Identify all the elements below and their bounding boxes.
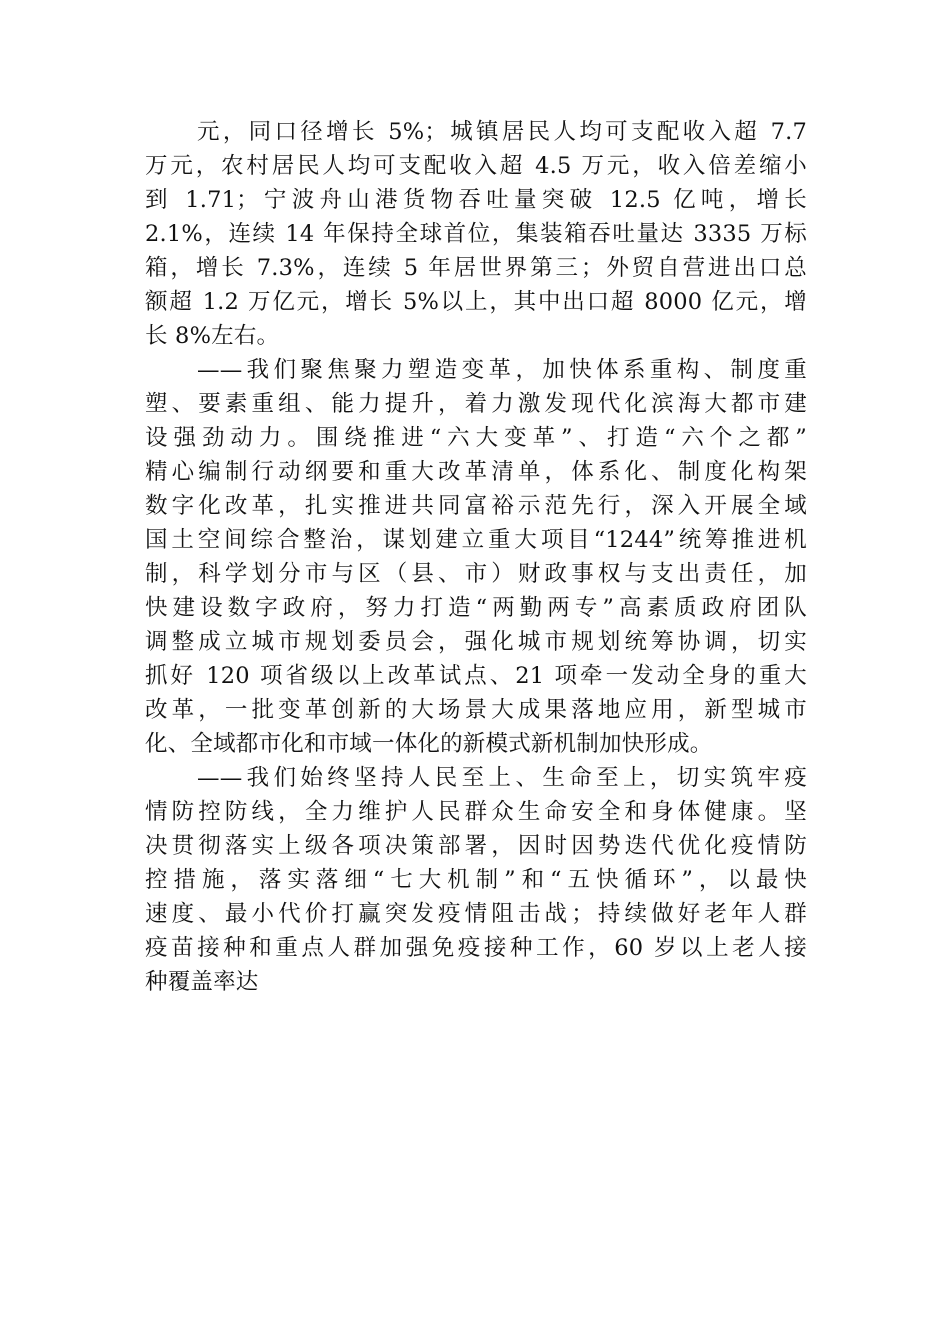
text-line: 情防控防线，全力维护人民群众生命安全和身体健康。坚 — [145, 799, 807, 825]
text-line: 速度、最小代价打赢突发疫情阻击战；持续做好老年人群 — [145, 901, 807, 927]
text-line: ——我们聚焦聚力塑造变革，加快体系重构、制度重 — [197, 357, 807, 383]
text-line: 快建设数字政府，努力打造“两勤两专”高素质政府团队 — [145, 595, 807, 621]
text-line: 数字化改革，扎实推进共同富裕示范先行，深入开展全域 — [145, 493, 807, 519]
text-line: 长 8%左右。 — [145, 323, 280, 349]
text-line: 到 1.71；宁波舟山港货物吞吐量突破 12.5 亿吨，增长 — [145, 187, 807, 213]
text-line: 精心编制行动纲要和重大改革清单，体系化、制度化构架 — [145, 459, 807, 485]
text-line: ——我们始终坚持人民至上、生命至上，切实筑牢疫 — [197, 765, 807, 791]
text-line: 元，同口径增长 5%；城镇居民人均可支配收入超 7.7 — [197, 119, 807, 145]
text-line: 疫苗接种和重点人群加强免疫接种工作，60 岁以上老人接 — [145, 935, 807, 961]
text-line: 种覆盖率达 — [145, 969, 259, 995]
text-line: 制，科学划分市与区（县、市）财政事权与支出责任，加 — [145, 561, 807, 587]
text-line: 国土空间综合整治，谋划建立重大项目“1244”统筹推进机 — [145, 527, 807, 553]
text-line: 改革，一批变革创新的大场景大成果落地应用，新型城市 — [145, 697, 807, 723]
paragraph-reform — [145, 353, 807, 761]
document-body — [145, 115, 807, 999]
text-line: 设强劲动力。围绕推进“六大变革”、打造“六个之都” — [145, 425, 807, 451]
text-line: 万元，农村居民人均可支配收入超 4.5 万元，收入倍差缩小 — [145, 153, 807, 179]
paragraph-epidemic-control — [145, 761, 807, 999]
text-line: 箱，增长 7.3%，连续 5 年居世界第三；外贸自营进出口总 — [145, 255, 807, 281]
text-line: 额超 1.2 万亿元，增长 5%以上，其中出口超 8000 亿元，增 — [145, 289, 807, 315]
text-line: 抓好 120 项省级以上改革试点、21 项牵一发动全身的重大 — [145, 663, 807, 689]
text-line: 控措施，落实落细“七大机制”和“五快循环”，以最快 — [145, 867, 807, 893]
text-line: 决贯彻落实上级各项决策部署，因时因势迭代优化疫情防 — [145, 833, 807, 859]
text-line: 塑、要素重组、能力提升，着力激发现代化滨海大都市建 — [145, 391, 807, 417]
text-line: 调整成立城市规划委员会，强化城市规划统筹协调，切实 — [145, 629, 807, 655]
text-line: 化、全域都市化和市域一体化的新模式新机制加快形成。 — [145, 731, 713, 757]
paragraph-income-and-trade — [145, 115, 807, 353]
text-line: 2.1%，连续 14 年保持全球首位，集装箱吞吐量达 3335 万标 — [145, 221, 807, 247]
